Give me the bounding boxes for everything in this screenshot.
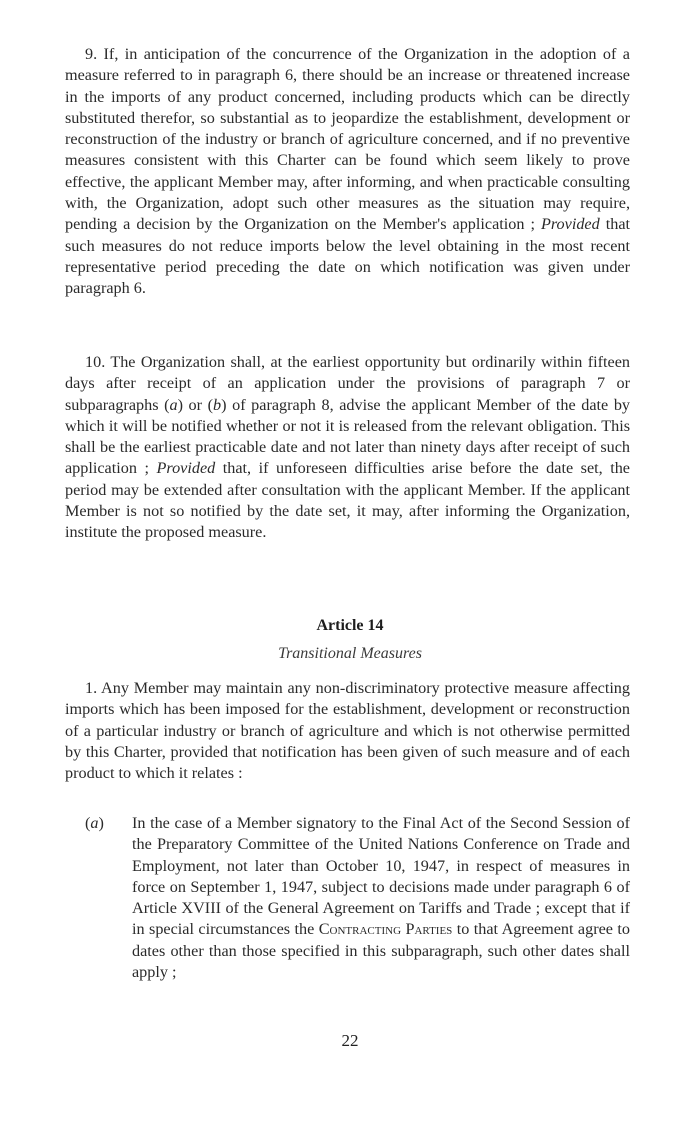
subparagraph-a-text — [132, 813, 630, 983]
marker-close-paren: ) — [98, 814, 104, 832]
subparagraph-b-ref: b — [213, 395, 222, 414]
provided-term: Provided — [540, 215, 600, 234]
contracting-parties-term: Contracting Parties — [318, 920, 453, 939]
subparagraph-a-text-1: In the case of a Member signatory to the Final Act of the Second Session of the Preparatory Committee of the United Nations Conference on Trade and Employment, not later than October 10, 1947, in respect of measures in force on September 1, 1947, subject to decisions made under paragraph 6 of Article XVIII of the General Agreement on Tariffs and Trade ; except that if in special circumstances the — [132, 814, 630, 939]
paragraph-10-text-4: that, if unforeseen difficulties arise before the date set, the period may be extended after consultation with the applicant Member. If the applicant Member is not so notified by the date set, it may, after informing the Organization, institute the proposed measure. — [65, 459, 630, 542]
paragraph-10-text-2: ) or ( — [177, 395, 214, 414]
page-number: 22 — [341, 1031, 359, 1050]
subparagraph-a-ref: a — [169, 395, 178, 414]
marker-letter: a — [90, 814, 99, 832]
paragraph-10-text-3: ) of paragraph 8, advise the applicant Member of the date by which it will be notified whether or not it is released from the relevant obligation. This shall be the earliest practicable date and not later than ninety days after receipt of such application ; — [65, 395, 631, 478]
paragraph-9-text-end: that such measures do not reduce imports below the level obtaining in the most recent representative period preceding the date on which notification was given under paragraph 6. — [65, 215, 630, 298]
paragraph-9 — [65, 44, 630, 300]
article-subtitle: Transitional Measures — [278, 645, 422, 662]
marker-open-paren: ( — [85, 814, 91, 832]
subparagraph-a — [85, 813, 630, 983]
subparagraph-a-marker — [85, 813, 104, 834]
article-heading: Article 14 — [316, 617, 384, 634]
subparagraph-a-text-2: to that Agreement agree to dates other than those specified in this subparagraph, such other dates shall apply ; — [132, 920, 630, 982]
provided-term: Provided — [156, 459, 216, 478]
paragraph-10-text: 10. The Organization shall, at the earliest opportunity but ordinarily within fifteen days after receipt of an application under the provisions of paragraph 7 or subparagraphs ( — [65, 353, 630, 414]
paragraph-9-text: 9. If, in anticipation of the concurrence of the Organization in the adoption of a measure referred to in paragraph 6, there should be an increase or threatened increase in the imports of any product concerned, including products which can be directly substituted therefor, so substantial as to jeopardize the establishment, development or reconstruction of the industry or branch of agriculture concerned, and if no preventive measures consistent with this Charter can be found which seem likely to prove effective, the applicant Member may, after informing, and when practicable consulting with, the Organization, adopt such other measures as the situation may require, pending a decision by the Organization on the Member's application ; — [65, 45, 630, 234]
paragraph-10 — [65, 352, 630, 544]
article-14-paragraph-1: 1. Any Member may maintain any non-discriminatory protective measure affecting imports which has been imposed for the establishment, development or reconstruction of a particular industry or branch of agriculture and which is not otherwise permitted by this Charter, provided that notification has been given of such measure and of each product to which it relates : — [65, 679, 630, 783]
